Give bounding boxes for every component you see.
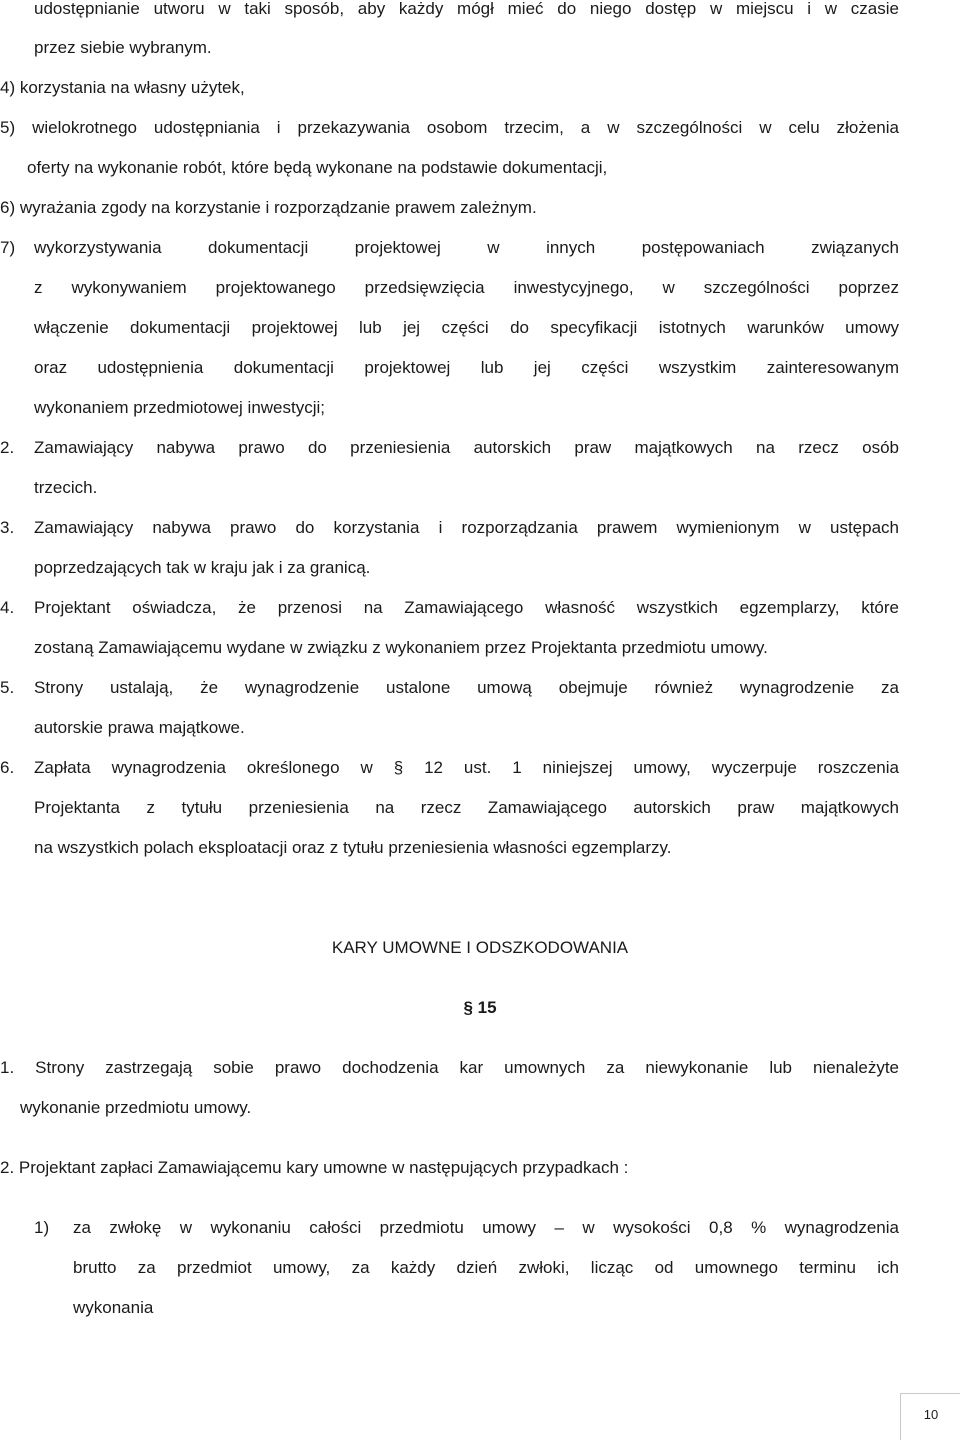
text-line: Projektant oświadcza, że przenosi na Zamawiającego własność wszystkich egzemplarzy, które <box>34 598 899 617</box>
text-line: oraz udostępnienia dokumentacji projektowej lub jej części wszystkim zainteresowanym <box>34 358 899 377</box>
list-number: 6. <box>0 758 15 777</box>
text-line: z wykonywaniem projektowanego przedsięwzięcia inwestycyjnego, w szczególności poprzez <box>34 278 899 297</box>
text-line: poprzedzających tak w kraju jak i za granicą. <box>34 558 371 577</box>
list-number: 7) <box>0 238 16 257</box>
list-number: 1) <box>34 1218 50 1237</box>
text-line: przez siebie wybranym. <box>34 38 212 57</box>
list-item-5: 5) wielokrotnego udostępniania i przekazywania osobom trzecim, a w szczególności w celu złożenia <box>0 118 899 137</box>
page-number-box <box>900 1393 960 1440</box>
text-line: Zapłata wynagrodzenia określonego w § 12 ust. 1 niniejszej umowy, wyczerpuje roszczenia <box>34 758 899 777</box>
text-line: Strony ustalają, że wynagrodzenie ustalone umową obejmuje również wynagrodzenie za <box>34 678 899 697</box>
section-title: KARY UMOWNE I ODSZKODOWANIA <box>331 938 629 957</box>
text-line: wykonaniem przedmiotowej inwestycji; <box>34 398 326 417</box>
text-line: na wszystkich polach eksploatacji oraz z tytułu przeniesienia własności egzemplarzy. <box>34 838 672 857</box>
paragraph-number: § 15 <box>463 998 497 1017</box>
text-line: Projektanta z tytułu przeniesienia na rzecz Zamawiającego autorskich praw majątkowych <box>34 798 899 817</box>
text-line: wykonania <box>73 1298 154 1317</box>
text-line: Zamawiający nabywa prawo do korzystania i rozporządzania prawem wymienionym w ustępach <box>34 518 899 537</box>
text-line: Zamawiający nabywa prawo do przeniesienia autorskich praw majątkowych na rzecz osób <box>34 438 899 457</box>
text-line: 1. Strony zastrzegają sobie prawo dochodzenia kar umownych za niewykonanie lub nienależyte <box>0 1058 899 1077</box>
page-number: 10 <box>923 1407 939 1422</box>
list-number: 3. <box>0 518 15 537</box>
list-number: 4. <box>0 598 15 617</box>
text-line: włączenie dokumentacji projektowej lub jej części do specyfikacji istotnych warunków umowy <box>34 318 899 337</box>
text-line: wykonanie przedmiotu umowy. <box>20 1098 252 1117</box>
text-line: oferty na wykonanie robót, które będą wykonane na podstawie dokumentacji, <box>27 158 608 177</box>
text-line: udostępnianie utworu w taki sposób, aby każdy mógł mieć do niego dostęp w miejscu i w czasie <box>34 0 899 18</box>
text-line: 2. Projektant zapłaci Zamawiającemu kary umowne w następujących przypadkach : <box>0 1158 629 1177</box>
text-line: za zwłokę w wykonaniu całości przedmiotu umowy – w wysokości 0,8 % wynagrodzenia <box>73 1218 899 1237</box>
list-item-6: 6) wyrażania zgody na korzystanie i rozporządzanie prawem zależnym. <box>0 198 537 217</box>
text-line: trzecich. <box>34 478 98 497</box>
text-line: autorskie prawa majątkowe. <box>34 718 245 737</box>
text-line: brutto za przedmiot umowy, za każdy dzień zwłoki, licząc od umownego terminu ich <box>73 1258 899 1277</box>
list-number: 2. <box>0 438 15 457</box>
list-number: 5. <box>0 678 15 697</box>
text-line: wykorzystywania dokumentacji projektowej w innych postępowaniach związanych <box>34 238 899 257</box>
text-line: zostaną Zamawiającemu wydane w związku z wykonaniem przez Projektanta przedmiotu umowy. <box>34 638 768 657</box>
list-item-4: 4) korzystania na własny użytek, <box>0 78 245 97</box>
